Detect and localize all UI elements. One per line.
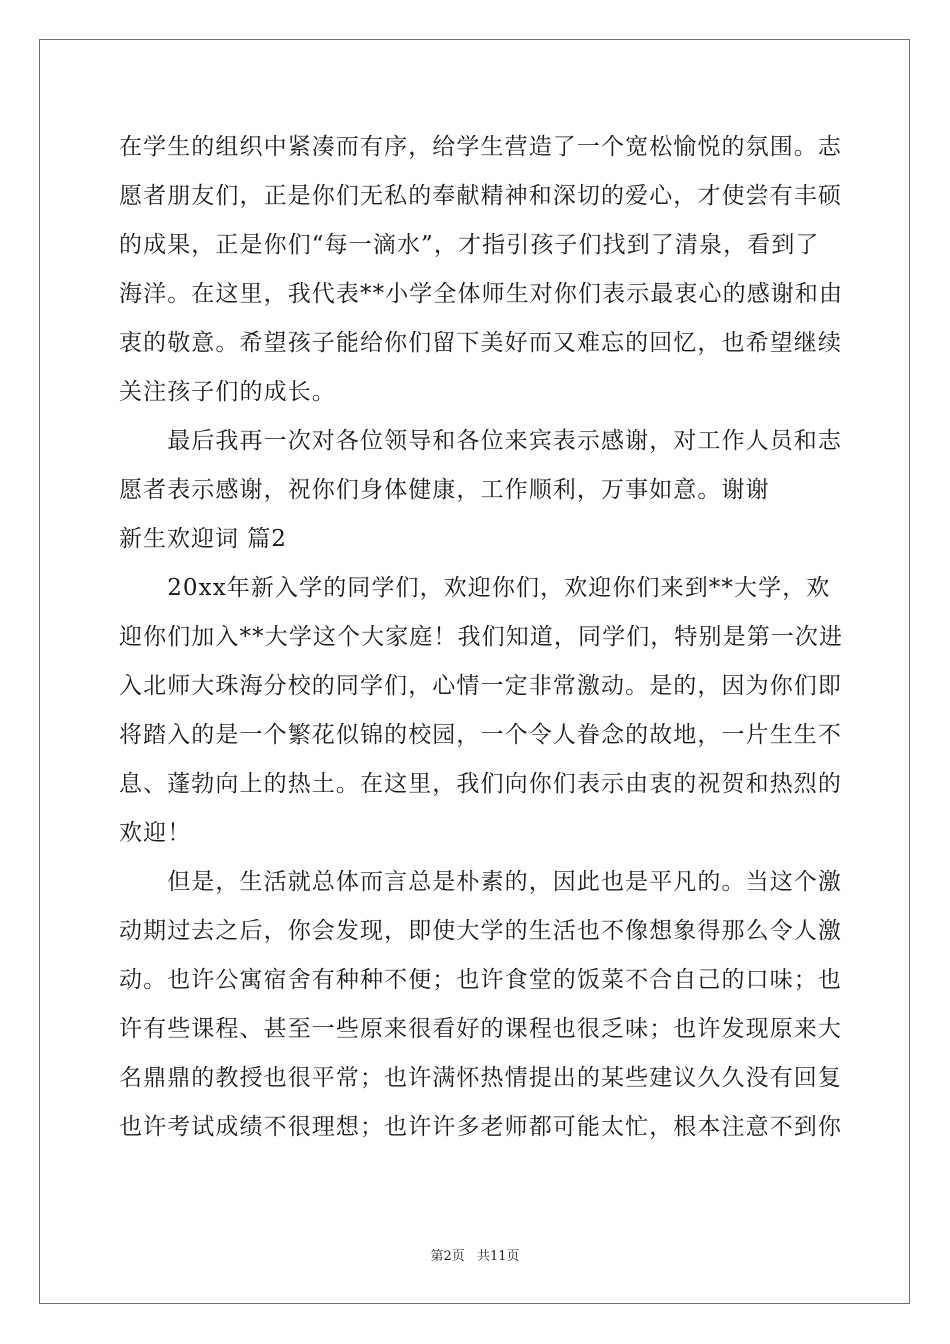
page-footer <box>0 1245 950 1264</box>
text-line: 海洋。在这里，我代表**小学全体师生对你们表示最衷心的感谢和由 <box>119 281 844 307</box>
text-line: 愿者朋友们，正是你们无私的奉献精神和深切的爱心，才使尝有丰硕 <box>119 183 842 209</box>
text-line: 衷的敬意。希望孩子能给你们留下美好而又难忘的回忆，也希望继续 <box>119 330 842 356</box>
text-line: 许有些课程、甚至一些原来很看好的课程也很乏味；也许发现原来大 <box>119 1016 842 1042</box>
text-line: 20xx年新入学的同学们，欢迎你们，欢迎你们来到**大学，欢 <box>119 575 831 601</box>
text-line: 的成果，正是你们“每一滴水”，才指引孩子们找到了清泉，看到了 <box>119 232 820 258</box>
text-line: 迎你们加入**大学这个大家庭！我们知道，同学们，特别是第一次进 <box>119 624 844 650</box>
text-line: 但是，生活就总体而言总是朴素的，因此也是平凡的。当这个激 <box>119 869 842 895</box>
section-heading: 新生欢迎词 篇2 <box>119 526 287 552</box>
text-line: 息、蓬勃向上的热土。在这里，我们向你们表示由衷的祝贺和热烈的 <box>119 771 842 797</box>
text-line: 关注孩子们的成长。 <box>119 379 336 405</box>
document-body <box>119 128 844 1157</box>
text-line: 在学生的组织中紧凑而有序，给学生营造了一个宽松愉悦的氛围。志 <box>119 134 842 160</box>
text-line: 名鼎鼎的教授也很平常；也许满怀热情提出的某些建议久久没有回复 <box>119 1065 842 1091</box>
page-number: 第2页 <box>430 1249 465 1264</box>
text-line: 最后我再一次对各位领导和各位来宾表示感谢，对工作人员和志 <box>119 428 842 454</box>
text-line: 愿者表示感谢，祝你们身体健康，工作顺利，万事如意。谢谢 <box>119 477 770 503</box>
text-line: 动期过去之后，你会发现，即使大学的生活也不像想象得那么令人激 <box>119 918 842 944</box>
text-line: 入北师大珠海分校的同学们，心情一定非常激动。是的，因为你们即 <box>119 673 842 699</box>
text-line: 将踏入的是一个繁花似锦的校园，一个令人眷念的故地，一片生生不 <box>119 722 842 748</box>
page-total: 共11页 <box>476 1249 520 1264</box>
text-line: 也许考试成绩不很理想；也许许多老师都可能太忙，根本注意不到你 <box>119 1114 842 1140</box>
text-line: 欢迎！ <box>119 820 192 846</box>
text-line: 动。也许公寓宿舍有种种不便；也许食堂的饭菜不合自己的口味；也 <box>119 967 842 993</box>
